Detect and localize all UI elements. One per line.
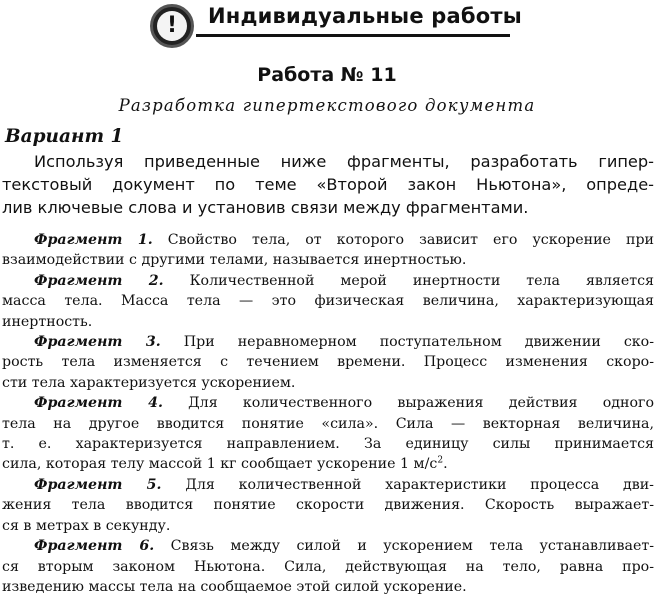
exclamation-badge <box>150 4 194 48</box>
fragment-line: инертность. <box>2 313 93 330</box>
fragment-text: Для количественной характеристики процесса дви- <box>185 476 654 493</box>
header-rule <box>196 34 510 37</box>
fragment-text: При неравномерном поступательном движении ско- <box>183 334 654 351</box>
exponent: 2 <box>437 455 444 466</box>
fragment-text: сила, которая телу массой 1 кг сообщает ускорение 1 м/с <box>2 456 438 473</box>
fragment-line: взаимодействии с другими телами, называется инертностью. <box>2 252 467 269</box>
fragment-label: Фрагмент 1. <box>34 232 153 248</box>
section-header <box>0 0 654 58</box>
task-line: текстовый документ по теме «Второй закон Ньютона», опреде- <box>2 175 654 194</box>
fragment-line: масса тела. Масса тела — это физическая величина, характеризующая <box>2 293 654 310</box>
fragment-5-first-line <box>2 475 654 495</box>
task-paragraph <box>2 150 654 219</box>
fragment-line: ся в метрах в секунду. <box>2 517 171 534</box>
fragment-line: сти тела характеризуется ускорением. <box>2 374 296 391</box>
fragment-line: т. е. характеризуется направлением. За единицу силы принимается <box>2 436 654 453</box>
fragment-2-first-line <box>2 271 654 291</box>
fragment-label: Фрагмент 2. <box>34 272 164 289</box>
fragment-text: . <box>443 456 448 473</box>
fragment-1-first-line <box>2 230 654 250</box>
fragment-line: жения тела вводится понятие скорости движения. Скорость выражает- <box>2 497 654 514</box>
fragment-label: Фрагмент 5. <box>34 476 162 493</box>
fragment-6-first-line <box>2 536 654 556</box>
fragment-label: Фрагмент 3. <box>34 334 161 351</box>
fragment-line: рость тела изменяется с течением времени. Процесс изменения скоро- <box>2 354 654 371</box>
work-title: Работа № 11 <box>257 64 397 86</box>
fragment-4-first-line <box>2 393 654 413</box>
fragment-text: Для количественного выражения действия одного <box>188 395 654 412</box>
fragment-line: тела на другое вводится понятие «сила». Сила — векторная величина, <box>2 415 654 432</box>
fragment-line <box>2 454 654 474</box>
fragment-label: Фрагмент 6. <box>34 538 155 555</box>
fragment-text: Количественной мерой инертности тела является <box>189 272 654 289</box>
fragment-line: изведению массы тела на сообщаемое этой силой ускорение. <box>2 578 467 595</box>
fragment-3-first-line <box>2 332 654 352</box>
variant-heading: Вариант 1 <box>5 126 124 147</box>
fragment-text: Свойство тела, от которого зависит его ускорение при <box>167 232 654 248</box>
fragments-list <box>2 230 654 597</box>
task-line: Используя приведенные ниже фрагменты, разработать гипер- <box>34 152 654 171</box>
fragment-text: Связь между силой и ускорением тела устанавливает- <box>170 538 654 555</box>
fragment-line: ся вторым законом Ньютона. Сила, действующая на тело, равна про- <box>2 558 654 575</box>
fragment-label: Фрагмент 4. <box>34 395 163 412</box>
work-subtitle: Разработка гипертекстового документа <box>118 96 536 115</box>
section-title: Индивидуальные работы <box>208 4 522 28</box>
task-line: лив ключевые слова и установив связи между фрагментами. <box>2 198 529 217</box>
exclamation-icon: ! <box>157 11 187 41</box>
